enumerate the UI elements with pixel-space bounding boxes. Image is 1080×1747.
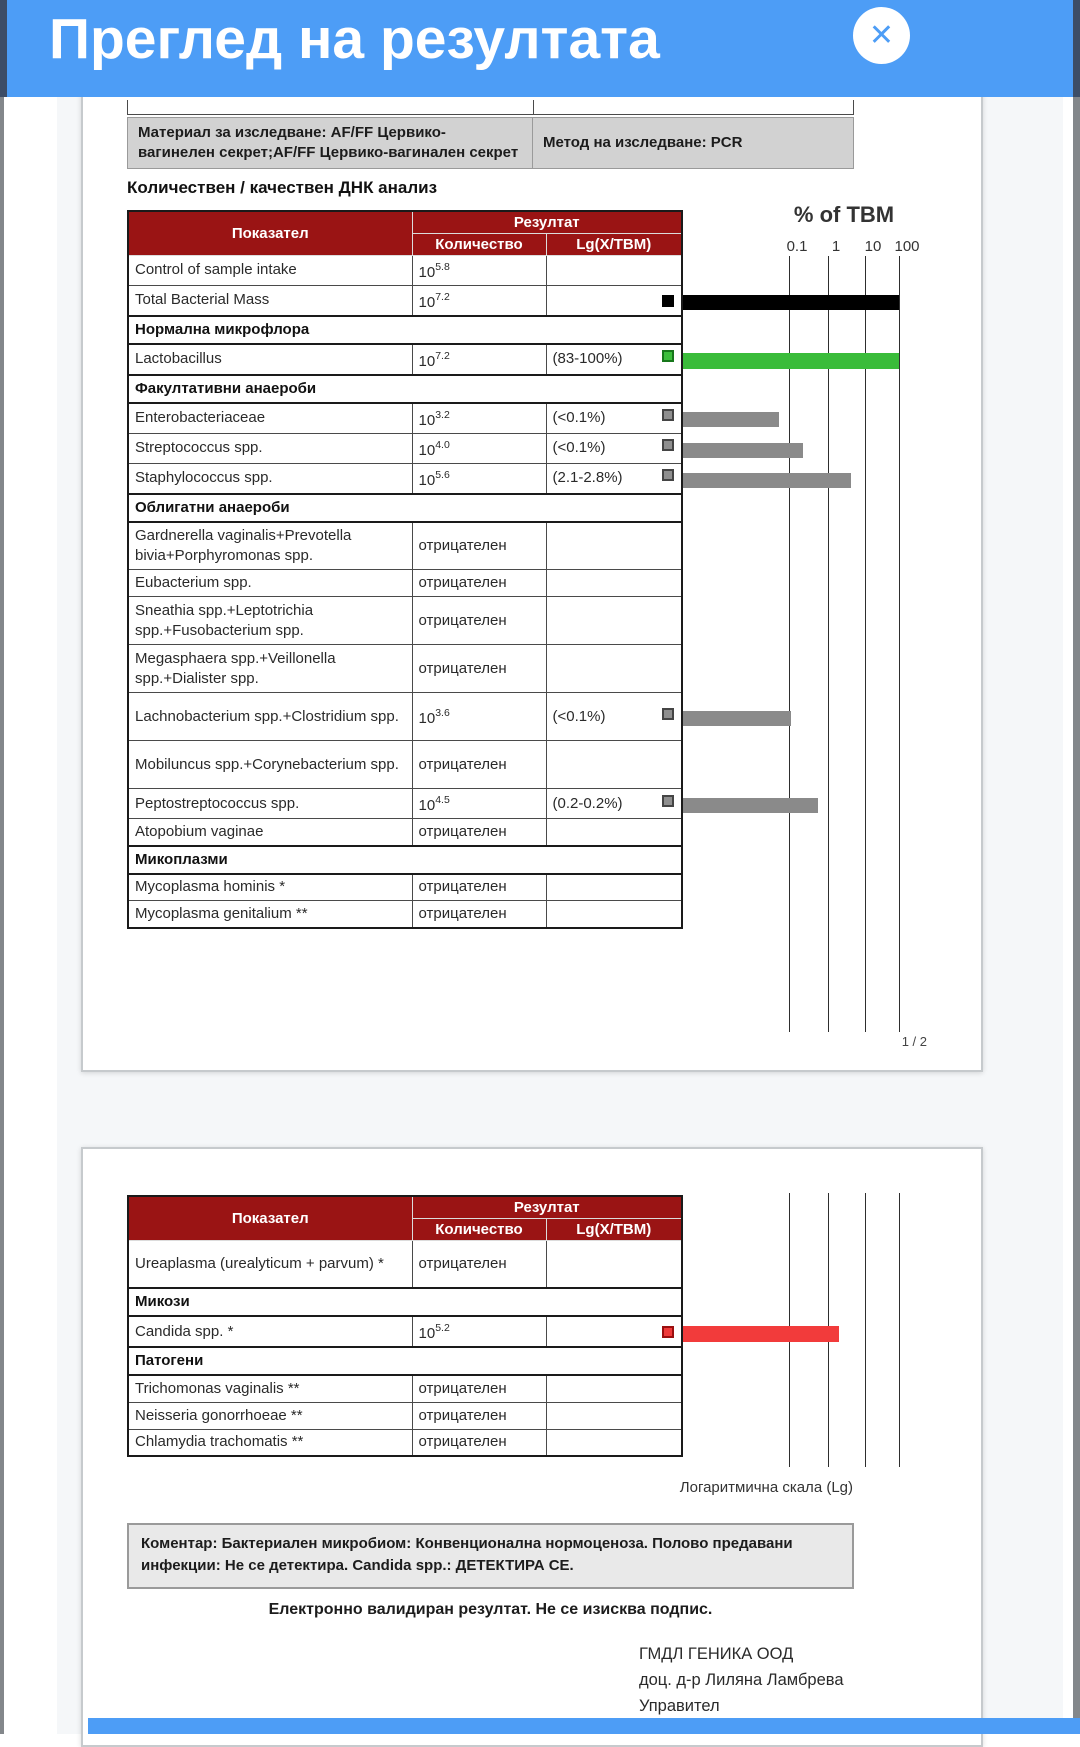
quantity-cell: отрицателен xyxy=(412,1240,546,1288)
quantity-cell: $10^{5.2}$ xyxy=(412,1316,546,1347)
cropped-header-table xyxy=(127,100,854,115)
signature-doctor: доц. д-р Лиляна Ламбрева xyxy=(639,1671,844,1689)
lg-cell xyxy=(546,874,682,901)
quantity-cell: отрицателен xyxy=(412,597,546,645)
col-header-result: Резултат xyxy=(412,1196,682,1218)
chart-tick-label: 100 xyxy=(894,238,920,255)
page-indicator: 1 / 2 xyxy=(901,1034,927,1049)
specimen-info-row xyxy=(127,117,854,169)
chart-tick-label: 10 xyxy=(864,238,882,255)
indicator-cell: Chlamydia trachomatis ** xyxy=(128,1429,412,1456)
chart-title: % of TBM xyxy=(793,202,895,227)
section-label: Патогени xyxy=(128,1347,682,1375)
modal-header xyxy=(7,0,1073,97)
lg-cell: (2.1-2.8%) xyxy=(546,463,682,494)
quantity-cell: $10^{5.6}$ xyxy=(412,463,546,494)
lg-cell xyxy=(546,522,682,570)
result-marker-square xyxy=(662,795,674,807)
lg-cell xyxy=(546,1375,682,1402)
table-row xyxy=(128,463,682,494)
table-row xyxy=(128,819,682,846)
section-label: Микоплазми xyxy=(128,846,682,874)
lg-cell: (83-100%) xyxy=(546,344,682,375)
lg-cell xyxy=(546,570,682,597)
indicator-cell: Mycoplasma genitalium ** xyxy=(128,901,412,928)
table-row xyxy=(128,570,682,597)
result-marker-square xyxy=(662,295,674,307)
chart-gridline xyxy=(789,1193,790,1467)
quantity-cell: отрицателен xyxy=(412,874,546,901)
lg-cell xyxy=(546,901,682,928)
table-row xyxy=(128,901,682,928)
signature-org: ГМДЛ ГЕНИКА ООД xyxy=(639,1645,794,1663)
indicator-cell: Ureaplasma (urealyticum + parvum) * xyxy=(128,1240,412,1288)
table-row xyxy=(128,693,682,741)
quantity-cell: $10^{5.8}$ xyxy=(412,255,546,285)
page-edge-top-right xyxy=(1072,0,1080,97)
window-left-edge xyxy=(0,0,4,1734)
quantity-cell: $10^{3.2}$ xyxy=(412,403,546,434)
chart-bar xyxy=(683,353,899,369)
col-header-lg: Lg(X/TBM) xyxy=(546,233,682,255)
validation-note: Електронно валидиран резултат. Не се изисква подпис. xyxy=(268,1601,713,1618)
lg-cell: (0.2-0.2%) xyxy=(546,789,682,819)
result-marker-square xyxy=(662,1326,674,1338)
lg-cell xyxy=(546,741,682,789)
quantity-cell: отрицателен xyxy=(412,1402,546,1429)
lg-cell xyxy=(546,597,682,645)
quantity-cell: $10^{7.2}$ xyxy=(412,285,546,316)
chart-gridline xyxy=(865,256,866,1032)
quantity-cell: $10^{4.5}$ xyxy=(412,789,546,819)
report-page-2 xyxy=(81,1147,983,1747)
chart-bar xyxy=(683,711,791,726)
col-header-result: Резултат xyxy=(412,211,682,233)
section-row xyxy=(128,1347,682,1375)
table-row xyxy=(128,1429,682,1456)
indicator-cell: Enterobacteriaceae xyxy=(128,403,412,434)
section-label: Облигатни анаероби xyxy=(128,494,682,522)
table-row xyxy=(128,255,682,285)
section-row xyxy=(128,316,682,344)
chart-gridline xyxy=(899,1193,900,1467)
quantity-cell: $10^{7.2}$ xyxy=(412,344,546,375)
lg-cell xyxy=(546,1316,682,1347)
quantity-cell: отрицателен xyxy=(412,1375,546,1402)
chart-bar xyxy=(683,443,803,458)
table-row xyxy=(128,1240,682,1288)
results-table-1 xyxy=(127,210,683,929)
chart-gridline xyxy=(789,256,790,1032)
indicator-cell: Neisseria gonorrhoeae ** xyxy=(128,1402,412,1429)
log-scale-note: Логаритмична скала (Lg) xyxy=(679,1479,853,1496)
indicator-cell: Mycoplasma hominis * xyxy=(128,874,412,901)
indicator-cell: Gardnerella vaginalis+Prevotella bivia+Porphyromonas spp. xyxy=(128,522,412,570)
col-header-indicator: Показател xyxy=(128,211,412,255)
lg-cell xyxy=(546,285,682,316)
close-button[interactable]: ✕ xyxy=(853,7,910,64)
bottom-bar xyxy=(88,1718,1080,1734)
signature-block xyxy=(639,1641,844,1719)
chart-tick-label: 1 xyxy=(831,238,841,255)
chart-gridline xyxy=(828,1193,829,1467)
lg-cell: (<0.1%) xyxy=(546,433,682,463)
lg-cell xyxy=(546,819,682,846)
col-header-quantity: Количество xyxy=(412,1218,546,1240)
indicator-cell: Megasphaera spp.+Veillonella spp.+Dialister spp. xyxy=(128,645,412,693)
result-marker-square xyxy=(662,350,674,362)
indicator-cell: Total Bacterial Mass xyxy=(128,285,412,316)
quantity-cell: отрицателен xyxy=(412,901,546,928)
col-header-quantity: Количество xyxy=(412,233,546,255)
quantity-cell: отрицателен xyxy=(412,645,546,693)
table-row xyxy=(128,645,682,693)
modal-title: Преглед на резултата xyxy=(49,7,660,71)
table-row xyxy=(128,1402,682,1429)
result-marker-square xyxy=(662,439,674,451)
chart-bar xyxy=(683,798,818,813)
analysis-title: Количествен / качествен ДНК анализ xyxy=(127,178,438,197)
indicator-cell: Staphylococcus spp. xyxy=(128,463,412,494)
table-row xyxy=(128,789,682,819)
table-row xyxy=(128,285,682,316)
chart-bar xyxy=(683,473,851,488)
indicator-cell: Peptostreptococcus spp. xyxy=(128,789,412,819)
section-row xyxy=(128,846,682,874)
indicator-cell: Eubacterium spp. xyxy=(128,570,412,597)
report-page-1 xyxy=(81,90,983,1072)
section-label: Нормална микрофлора xyxy=(128,316,682,344)
col-header-lg: Lg(X/TBM) xyxy=(546,1218,682,1240)
lg-cell xyxy=(546,1429,682,1456)
quantity-cell: $10^{3.6}$ xyxy=(412,693,546,741)
section-label: Факултативни анаероби xyxy=(128,375,682,403)
result-marker-square xyxy=(662,409,674,421)
signature-role: Управител xyxy=(639,1697,720,1715)
indicator-cell: Lactobacillus xyxy=(128,344,412,375)
results-table-2 xyxy=(127,1195,683,1457)
table-row xyxy=(128,741,682,789)
method-cell: Метод на изследване: PCR xyxy=(543,134,743,151)
chart-tick-label: 0.1 xyxy=(786,238,808,255)
comment-box: Коментар: Бактериален микробиом: Конвенционална нормоценоза. Полово предавани инфекции: Не се детектира. Candida spp.: ДЕТЕКТИРА СЕ. xyxy=(127,1523,854,1589)
table-row xyxy=(128,403,682,434)
chart-gridline xyxy=(865,1193,866,1467)
table-row xyxy=(128,1375,682,1402)
indicator-cell: Streptococcus spp. xyxy=(128,433,412,463)
quantity-cell: $10^{4.0}$ xyxy=(412,433,546,463)
indicator-cell: Control of sample intake xyxy=(128,255,412,285)
window-right-edge xyxy=(1073,0,1080,1734)
col-header-indicator: Показател xyxy=(128,1196,412,1240)
lg-cell xyxy=(546,1240,682,1288)
result-marker-square xyxy=(662,708,674,720)
quantity-cell: отрицателен xyxy=(412,819,546,846)
indicator-cell: Atopobium vaginae xyxy=(128,819,412,846)
table-row xyxy=(128,344,682,375)
indicator-cell: Lachnobacterium spp.+Clostridium spp. xyxy=(128,693,412,741)
lg-cell xyxy=(546,1402,682,1429)
table-row xyxy=(128,433,682,463)
lg-cell xyxy=(546,255,682,285)
section-label: Микози xyxy=(128,1288,682,1316)
chart-gridline xyxy=(828,256,829,1032)
quantity-cell: отрицателен xyxy=(412,522,546,570)
section-row xyxy=(128,494,682,522)
indicator-cell: Candida spp. * xyxy=(128,1316,412,1347)
chart-bar xyxy=(683,412,779,427)
quantity-cell: отрицателен xyxy=(412,570,546,597)
quantity-cell: отрицателен xyxy=(412,741,546,789)
indicator-cell: Trichomonas vaginalis ** xyxy=(128,1375,412,1402)
lg-cell: (<0.1%) xyxy=(546,403,682,434)
section-row xyxy=(128,375,682,403)
indicator-cell: Sneathia spp.+Leptotrichia spp.+Fusobacterium spp. xyxy=(128,597,412,645)
table-row xyxy=(128,597,682,645)
chart-bar xyxy=(683,295,899,310)
table-row xyxy=(128,874,682,901)
lg-cell xyxy=(546,645,682,693)
indicator-cell: Mobiluncus spp.+Corynebacterium spp. xyxy=(128,741,412,789)
lg-cell: (<0.1%) xyxy=(546,693,682,741)
table-row xyxy=(128,522,682,570)
chart-bar xyxy=(683,1326,839,1342)
table-row xyxy=(128,1316,682,1347)
quantity-cell: отрицателен xyxy=(412,1429,546,1456)
material-cell: Материал за изследване: AF/FF Цервико-вагинелен секрет;AF/FF Цервико-вагинален секрет xyxy=(128,118,533,168)
section-row xyxy=(128,1288,682,1316)
result-marker-square xyxy=(662,469,674,481)
chart-gridline xyxy=(899,256,900,1032)
